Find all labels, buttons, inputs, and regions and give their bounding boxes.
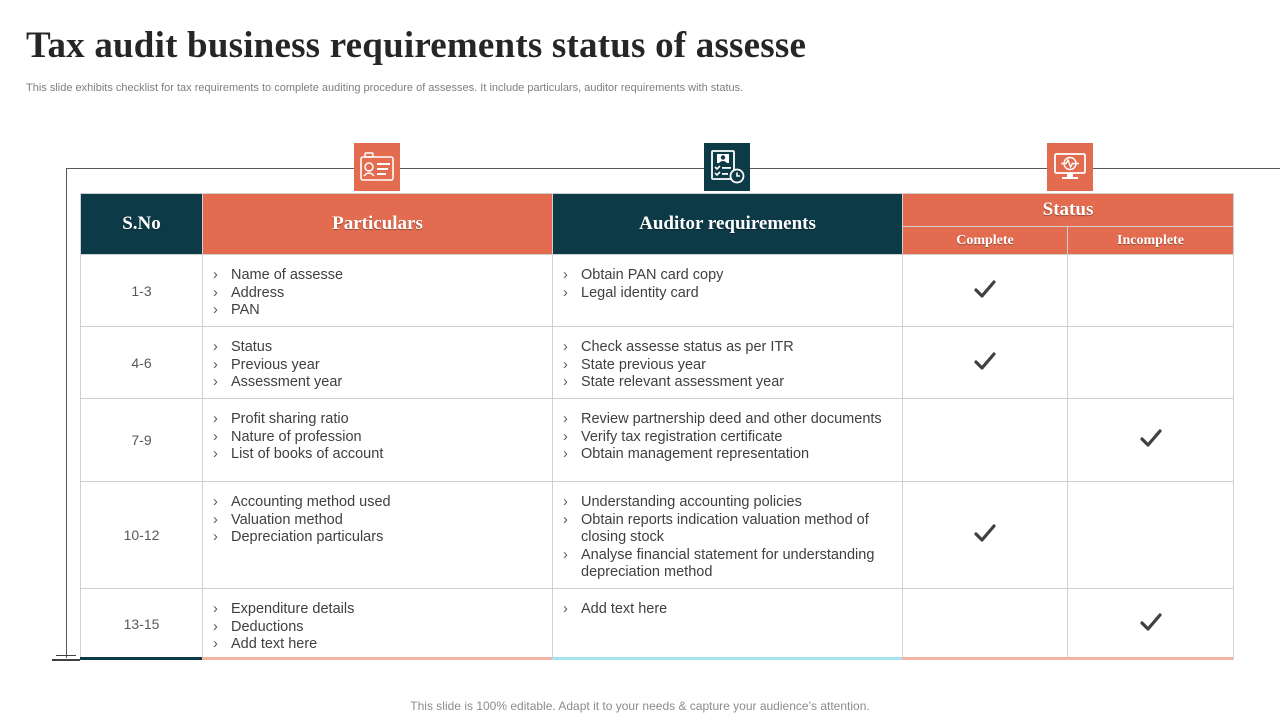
row-particulars bbox=[203, 482, 553, 589]
complete-cell bbox=[903, 399, 1068, 482]
particulars-header: Particulars bbox=[203, 194, 553, 255]
list-item: › State previous year bbox=[563, 356, 706, 373]
list-item: › Obtain reports indication valuation method of closing stock bbox=[563, 511, 869, 546]
slide-subtitle: This slide exhibits checklist for tax requirements to complete auditing procedure of assesses. It include particulars, auditor requirements with status. bbox=[26, 82, 744, 94]
slide-footer: This slide is 100% editable. Adapt it to your needs & capture your audience’s attention. bbox=[410, 699, 870, 713]
list-item-text: PAN bbox=[231, 302, 260, 319]
list-item-text: Assessment year bbox=[231, 374, 343, 391]
row-sno: 7-9 bbox=[81, 399, 203, 482]
list-item: › List of books of account bbox=[213, 446, 384, 463]
list-item-text: Obtain reports indication valuation method of closing stock bbox=[581, 511, 869, 546]
list-item: › State relevant assessment year bbox=[563, 374, 785, 391]
row-particulars bbox=[203, 327, 553, 399]
list-item: › Previous year bbox=[213, 356, 320, 373]
row-particulars bbox=[203, 255, 553, 327]
complete-cell bbox=[903, 589, 1068, 660]
list-item-text: Expenditure details bbox=[231, 601, 355, 617]
list-item-text: Obtain management representation bbox=[581, 446, 810, 463]
table-row bbox=[81, 399, 1234, 482]
list-item-text: Depreciation particulars bbox=[231, 529, 384, 546]
incomplete-header: Incomplete bbox=[1068, 227, 1234, 255]
row-particulars bbox=[203, 399, 553, 482]
list-item: › Legal identity card bbox=[563, 284, 699, 301]
bracket-left-line bbox=[66, 168, 67, 658]
list-item-text: Legal identity card bbox=[581, 284, 699, 301]
list-item-text: Status bbox=[231, 339, 273, 355]
checkmark-icon bbox=[974, 523, 996, 543]
checkmark-icon bbox=[1140, 612, 1162, 632]
checkmark-icon bbox=[1140, 428, 1162, 448]
list-item-text: State previous year bbox=[581, 356, 706, 373]
list-item: › Address bbox=[213, 284, 285, 301]
list-item: › Profit sharing ratio bbox=[213, 411, 349, 427]
list-item: › Deductions bbox=[213, 618, 304, 635]
list-item-text: Accounting method used bbox=[231, 494, 391, 510]
row-sno: 1-3 bbox=[81, 255, 203, 327]
list-item-text: Verify tax registration certificate bbox=[581, 428, 783, 445]
row-sno: 10-12 bbox=[81, 482, 203, 589]
list-item-text: Understanding accounting policies bbox=[581, 494, 802, 510]
incomplete-cell bbox=[1068, 482, 1234, 589]
list-item: › Review partnership deed and other documents bbox=[563, 411, 882, 427]
list-item-text: State relevant assessment year bbox=[581, 374, 785, 391]
list-item-text: Nature of profession bbox=[231, 428, 362, 445]
list-item-text: Previous year bbox=[231, 356, 320, 373]
sno-bottom-bar bbox=[80, 657, 202, 660]
row-auditor bbox=[553, 327, 903, 399]
slide-title: Tax audit business requirements status of assesse bbox=[26, 25, 807, 66]
list-item-text: Profit sharing ratio bbox=[231, 411, 349, 427]
list-item: › Analyse financial statement for understanding depreciation method bbox=[563, 546, 875, 581]
requirements-table bbox=[80, 193, 1234, 660]
status-bottom-bar bbox=[902, 657, 1233, 660]
particulars-icon-box bbox=[354, 143, 400, 191]
table-row bbox=[81, 327, 1234, 399]
complete-cell bbox=[903, 327, 1068, 399]
list-item: › Status bbox=[213, 339, 273, 355]
list-item-text: Name of assesse bbox=[231, 267, 344, 283]
row-sno: 13-15 bbox=[81, 589, 203, 660]
list-item-text: Obtain PAN card copy bbox=[581, 267, 724, 283]
row-auditor bbox=[553, 589, 903, 660]
id-card-icon bbox=[360, 152, 394, 182]
list-item: › Add text here bbox=[213, 636, 318, 653]
list-item-text: Check assesse status as per ITR bbox=[581, 339, 794, 355]
status-icon-box bbox=[1047, 143, 1093, 191]
row-auditor bbox=[553, 482, 903, 589]
incomplete-cell bbox=[1068, 255, 1234, 327]
auditor-bottom-bar bbox=[552, 657, 902, 660]
list-item-text: Address bbox=[231, 284, 285, 301]
list-item: › Understanding accounting policies bbox=[563, 494, 802, 510]
list-item: › Obtain PAN card copy bbox=[563, 267, 724, 283]
list-item-text: List of books of account bbox=[231, 446, 384, 463]
bracket-top-line bbox=[66, 168, 1280, 169]
list-item: › PAN bbox=[213, 302, 260, 319]
complete-cell bbox=[903, 255, 1068, 327]
list-item-text: Deductions bbox=[231, 618, 304, 635]
list-item-text: Analyse financial statement for understanding depreciation method bbox=[581, 546, 875, 581]
checkmark-icon bbox=[974, 279, 996, 299]
list-item: › Accounting method used bbox=[213, 494, 391, 510]
auditor-icon-box bbox=[704, 143, 750, 191]
list-item: › Obtain management representation bbox=[563, 446, 810, 463]
row-sno: 4-6 bbox=[81, 327, 203, 399]
list-item: › Check assesse status as per ITR bbox=[563, 339, 794, 355]
incomplete-cell bbox=[1068, 327, 1234, 399]
row-auditor bbox=[553, 255, 903, 327]
monitor-pulse-icon bbox=[1053, 152, 1087, 182]
list-item: › Verify tax registration certificate bbox=[563, 428, 783, 445]
status-header: Status bbox=[903, 194, 1234, 227]
bracket-foot-line bbox=[52, 659, 80, 661]
list-item: › Assessment year bbox=[213, 374, 343, 391]
list-item: › Name of assesse bbox=[213, 267, 344, 283]
auditor-requirements-header: Auditor requirements bbox=[553, 194, 903, 255]
list-item: › Nature of profession bbox=[213, 428, 362, 445]
list-item-text: Review partnership deed and other documents bbox=[581, 411, 882, 427]
row-auditor bbox=[553, 399, 903, 482]
list-item-text: Add text here bbox=[581, 601, 668, 617]
list-item: › Depreciation particulars bbox=[213, 529, 384, 546]
sno-header: S.No bbox=[81, 194, 203, 255]
list-item: › Add text here bbox=[563, 601, 668, 617]
checkmark-icon bbox=[974, 351, 996, 371]
particulars-bottom-bar bbox=[202, 657, 552, 660]
table-row bbox=[81, 482, 1234, 589]
list-item-text: Add text here bbox=[231, 636, 318, 653]
table-row bbox=[81, 255, 1234, 327]
table-row bbox=[81, 589, 1234, 660]
list-item-text: Valuation method bbox=[231, 511, 343, 528]
complete-cell bbox=[903, 482, 1068, 589]
row-particulars bbox=[203, 589, 553, 660]
complete-header: Complete bbox=[903, 227, 1068, 255]
list-item: › Valuation method bbox=[213, 511, 343, 528]
incomplete-cell bbox=[1068, 399, 1234, 482]
list-item: › Expenditure details bbox=[213, 601, 355, 617]
incomplete-cell bbox=[1068, 589, 1234, 660]
bracket-foot-line-2 bbox=[56, 655, 76, 656]
checklist-clock-icon bbox=[709, 150, 745, 184]
